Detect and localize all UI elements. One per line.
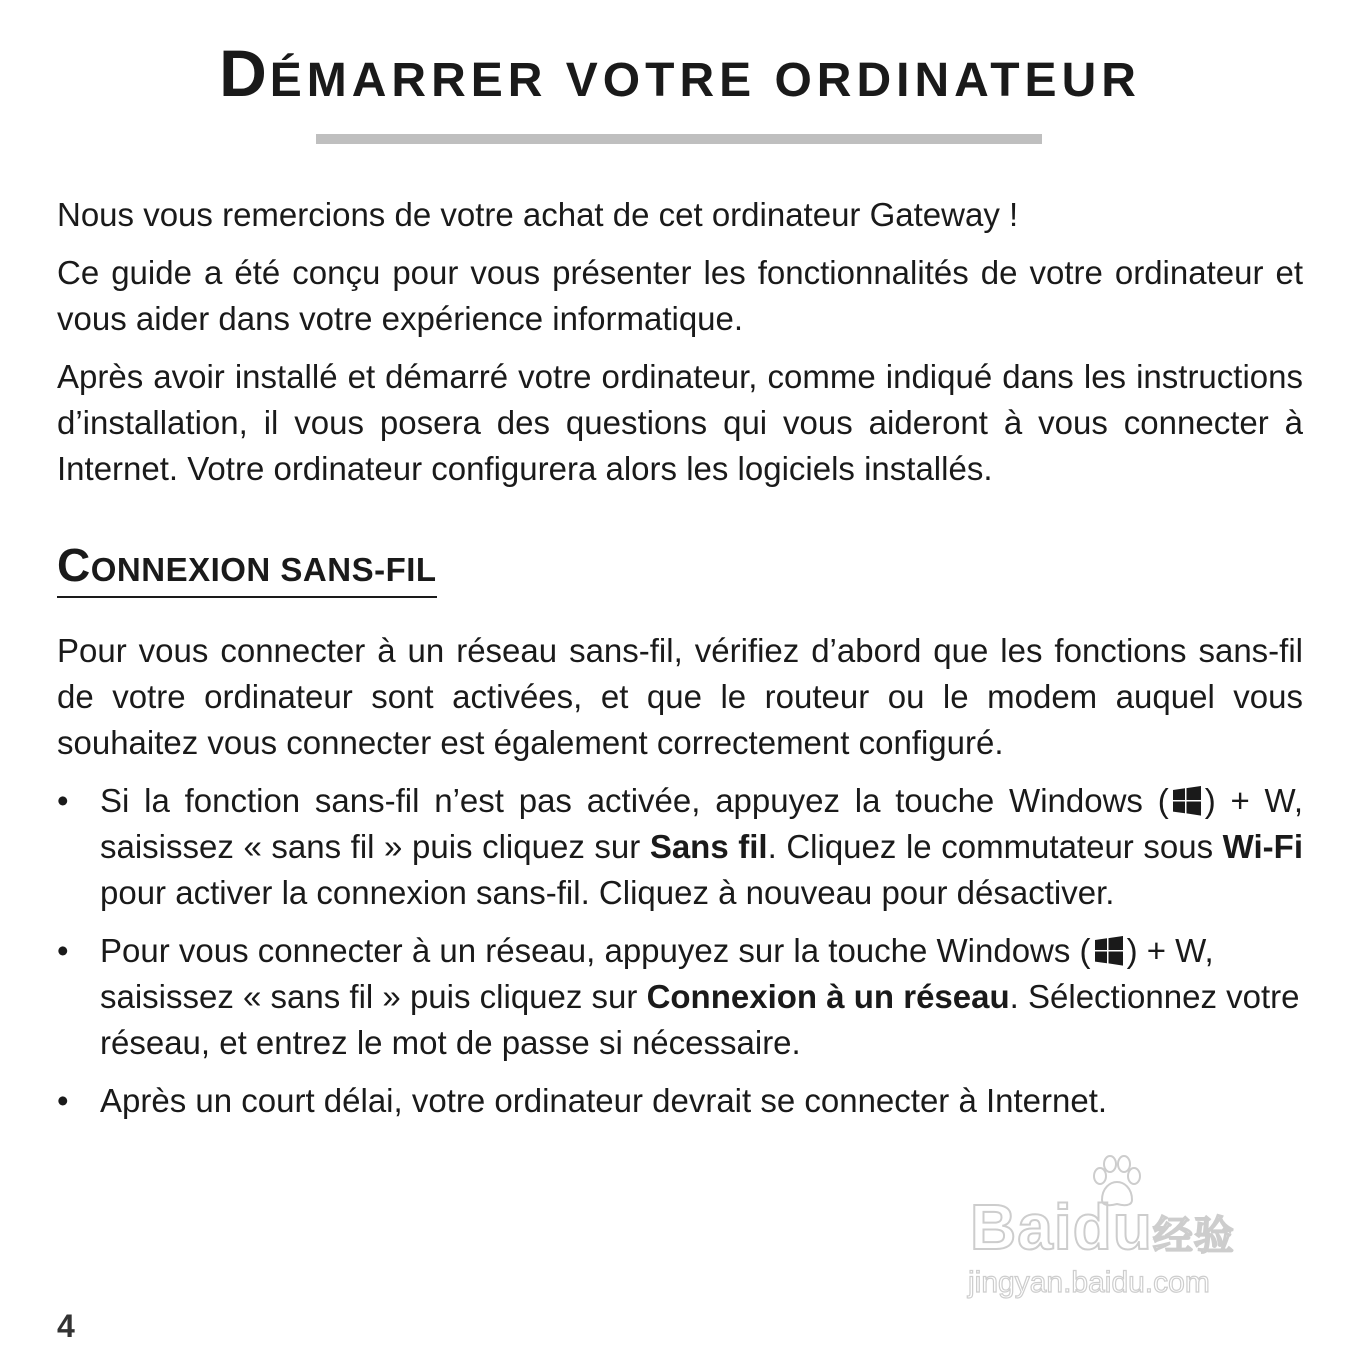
- watermark-brand-latin: Baidu: [970, 1191, 1153, 1263]
- list-item: [57, 1078, 1303, 1124]
- bullet-point: •: [57, 932, 69, 969]
- watermark-brand-cn: 经验: [1152, 1214, 1235, 1258]
- wireless-steps-list: [57, 778, 1303, 1124]
- page-title-rest: ÉMARRER VOTRE ORDINATEUR: [269, 54, 1141, 107]
- title-underline-bar: [316, 134, 1042, 144]
- bullet-point: •: [57, 782, 69, 819]
- windows-key-icon: [1170, 785, 1204, 817]
- bullet-1-text-d: pour activer la connexion sans-fil. Cliquez à nouveau pour désactiver.: [100, 874, 1115, 911]
- intro-paragraph-3: Après avoir installé et démarré votre ordinateur, comme indiqué dans les instructions d’installation, il vous posera des questions qui vous aideront à vous connecter à Internet. Votre ordinateur configurera alors les logiciels installés.: [57, 358, 1303, 487]
- bullet-1-text-b: ) + W, saisissez « sans fil » puis cliquez sur: [100, 782, 1304, 865]
- section-title-initial: C: [57, 539, 91, 591]
- intro-paragraph-2: Ce guide a été conçu pour vous présenter les fonctionnalités de votre ordinateur et vous aider dans votre expérience informatique.: [57, 254, 1303, 337]
- bullet-3-text: Après un court délai, votre ordinateur devrait se connecter à Internet.: [100, 1082, 1108, 1119]
- bullet-1-text-c: . Cliquez le commutateur sous: [767, 828, 1223, 865]
- page-number: 4: [57, 1308, 75, 1344]
- page-title-initial: D: [219, 36, 270, 110]
- connect-network-label: Connexion à un réseau: [646, 978, 1010, 1015]
- paw-logo-icon: [1088, 1154, 1144, 1210]
- section-intro-paragraph: Pour vous connecter à un réseau sans-fil, vérifiez d’abord que les fonctions sans-fil de votre ordinateur sont activées, et que le routeur ou le modem auquel vous souhaitez vous connecter est également correctement configuré.: [57, 632, 1303, 761]
- list-item: [57, 778, 1303, 916]
- sans-fil-label: Sans fil: [649, 828, 768, 865]
- bullet-2-text-a: Pour vous connecter à un réseau, appuyez sur la touche Windows (: [100, 932, 1091, 969]
- bullet-2-text-c: . Sélectionnez votre réseau, et entrez le mot de passe si nécessaire.: [100, 978, 1300, 1061]
- section-title-wireless: [57, 539, 437, 598]
- page-title: [0, 36, 1360, 110]
- section-title-rest: ONNEXION SANS-FIL: [90, 551, 437, 588]
- watermark-url: jingyan.baidu.com: [968, 1266, 1210, 1299]
- list-item: [57, 928, 1303, 1066]
- bullet-point: •: [57, 1082, 69, 1119]
- baidu-watermark: [940, 1150, 1280, 1310]
- page-content: [57, 192, 1303, 1136]
- bullet-1-text-a: Si la fonction sans-fil n’est pas activée, appuyez la touche Windows (: [100, 782, 1169, 819]
- windows-key-icon: [1092, 935, 1126, 967]
- bullet-2-text-b: ) + W, saisissez « sans fil » puis cliquez sur: [100, 932, 1214, 1015]
- watermark-brand: [970, 1190, 1235, 1264]
- wifi-label: Wi-Fi: [1222, 828, 1303, 865]
- intro-paragraph-1: Nous vous remercions de votre achat de cet ordinateur Gateway !: [57, 196, 1019, 233]
